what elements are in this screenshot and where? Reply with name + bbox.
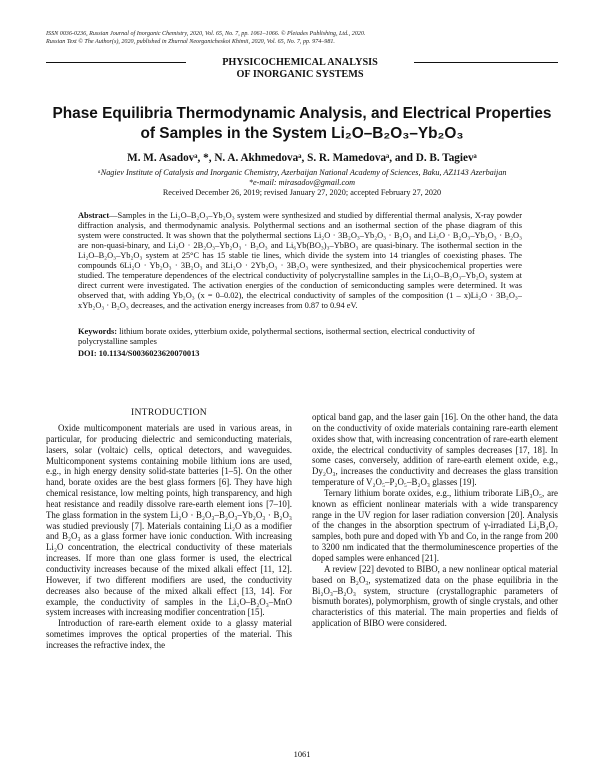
header-line-2: Russian Text © The Author(s), 2020, published in Zhurnal Neorganicheskoi Khimii, 2020, Vol. 65, No. 7, pp. 974–981. <box>46 39 335 45</box>
body-column-right <box>312 412 558 629</box>
abstract <box>78 211 522 311</box>
abstract-text: —Samples in the Li₂O–B₂O₃–Yb₂O₃ system were synthesized and studied by differential thermal analysis, X-ray powder diffraction analysis, and thermodynamic analysis. Polythermal sections and an isothermal section of the phase diagram of this system were constructed. It was shown that the polythermal sections Li₂O · 3B₂O₃–Yb₂O₃ · B₂O₃ and Li₂O · B₂O₃–Yb₂O₃ · B₂O₃ are non-quasi-binary, and Li₂O · 2B₂O₃–Yb₂O₃ · B₂O₃ and Li₆Yb(BO₃)₃–YbBO₃ are quasi-binary. The isothermal section in the Li₂O–B₂O₃–Yb₂O₃ system at 25°C has 15 stable tie lines, which divide the system into 14 triangles of coexisting phases. The compounds 6Li₂O · Yb₂O₃ · 3B₂O₃ and 3Li₂O · 2Yb₂O₃ · 3B₂O₃ were synthesized, and their physicochemical properties were studied. The temperature dependences of the electrical conductivity of polycrystalline samples in the Li₂O–B₂O₃–Yb₂O₃ system at direct current were investigated. The activation energies of the conduction of semiconducting samples were determined. It was observed that, with adding Yb₂O₃ (x = 0–0.02), the electrical conductivity of samples of the composition (1 – x)Li₂O · 3B₂O₃–xYb₂O₃ · B₂O₃ decreases, and the activation energy increases from 0.87 to 0.94 eV. <box>78 211 522 311</box>
keywords <box>78 327 522 347</box>
section-line-2: OF INORGANIC SYSTEMS <box>236 68 364 80</box>
received-dates: Received December 26, 2019; revised January 27, 2020; accepted February 27, 2020 <box>162 188 442 197</box>
paragraph: A review [22] devoted to BIBO, a new nonlinear optical material based on B₂O₃, systematized data on the phase equilibria in the Bi₂O₃–B₂O₃ system, structure (crystallographic parameters of bismuth borates), polymorphism, growth of single crystals, and other characteristics of this material. The main properties and fields of application of BIBO were considered. <box>312 563 558 629</box>
body-column-left <box>46 423 292 651</box>
title-line-2: of Samples in the System Li₂O–B₂O₃–Yb₂O₃ <box>140 125 464 142</box>
paragraph: Introduction of rare-earth element oxide to a glassy material sometimes improves the optical properties of the material. This increases the refractive index, the <box>46 618 292 650</box>
article-title <box>46 104 558 144</box>
email-address: *e-mail: mirasadov@gmail.com <box>248 178 356 187</box>
header-line-1: ISSN 0036-0236, Russian Journal of Inorganic Chemistry, 2020, Vol. 65, No. 7, pp. 1061–1066. © Pleiades Publishing, Ltd., 2020. <box>46 31 366 37</box>
keywords-text: lithium borate oxides, ytterbium oxide, polythermal sections, isothermal section, electrical conductivity of polycrystalline samples <box>78 327 475 347</box>
section-rule-right <box>414 62 558 63</box>
abstract-label: Abstract <box>78 211 110 220</box>
doi: DOI: 10.1134/S0036023620070013 <box>78 349 200 358</box>
section-heading <box>186 57 414 80</box>
section-line-1: PHYSICOCHEMICAL ANALYSIS <box>222 57 378 68</box>
journal-header <box>46 30 558 46</box>
paragraph: Ternary lithium borate oxides, e.g., lithium triborate LiB₃O₅, are known as efficient nonlinear materials with a wide transparency range in the UV region for laser radiation conversion [20]. Analysis of the changes in the absorption spectrum of γ-irradiated Li₂B₄O₇ samples, both pure and doped with Yb and Co, in the range from 200 to 3200 nm indicated that the thermoluminescence properties of the doped samples were enhanced [21]. <box>312 487 558 563</box>
paragraph: Oxide multicomponent materials are used in various areas, in particular, for producing dielectric and semiconducting materials, lasers, solar (voltaic) cells, optical detectors, and waveguides. Multicomponent systems containing mobile lithium ions are used, e.g., in high energy density solid-state batteries [1–5]. On the other hand, borate oxides are the best glass formers [6]. They have high chemical resistance, low melting points, high transparency, and high heat resistance and readily dissolve rare-earth element ions [7–10]. The glass formation in the system Li₂O · B₂O₃–B₂O₃–Yb₂O₃ · B₂O₃ was studied previously [7]. Materials containing Li₂O as a modifier and B₂O₃ as a glass former have ionic conduction. With increasing Li₂O concentration, the electrical conductivity of these materials increases. If more than one glass former is used, the electrical conductivity increases because of the mixed alkali effect [11, 12]. However, if two different modifiers are used, the conductivity decreases also because of the mixed alkali effect [13, 14]. For example, the conductivity of samples in the Li₂O–B₂O₃–MnO system increases with increasing modifier concentration [15]. <box>46 423 292 618</box>
title-line-1: Phase Equilibria Thermodynamic Analysis, and Electrical Properties <box>52 105 552 122</box>
section-title-introduction: INTRODUCTION <box>130 407 208 418</box>
section-rule-left <box>46 62 186 63</box>
affiliation-text: ᵃNagiev Institute of Catalysis and Inorganic Chemistry, Azerbaijan National Academy of Sciences, Baku, AZ1143 Azerbaijan <box>97 168 507 177</box>
page-number: 1061 <box>293 750 311 759</box>
paragraph: optical band gap, and the laser gain [16]. On the other hand, the data on the conductivity of oxide materials containing rare-earth element oxides show that, with increasing concentration of rare-earth element oxide, the electrical conductivity of samples decreases [17, 18]. In some cases, conversely, addition of rare-earth element oxide, e.g., Dy₂O₃, increases the conductivity and decreases the glass transition temperature of V₂O₅–P₂O₅–B₂O₃ glasses [19]. <box>312 412 558 488</box>
keywords-label: Keywords: <box>78 327 118 336</box>
author-list: M. M. Asadovᵃ, *, N. A. Akhmedovaᵃ, S. R. Mamedovaᵃ, and D. B. Tagievᵃ <box>127 152 477 164</box>
affiliation <box>46 168 558 188</box>
